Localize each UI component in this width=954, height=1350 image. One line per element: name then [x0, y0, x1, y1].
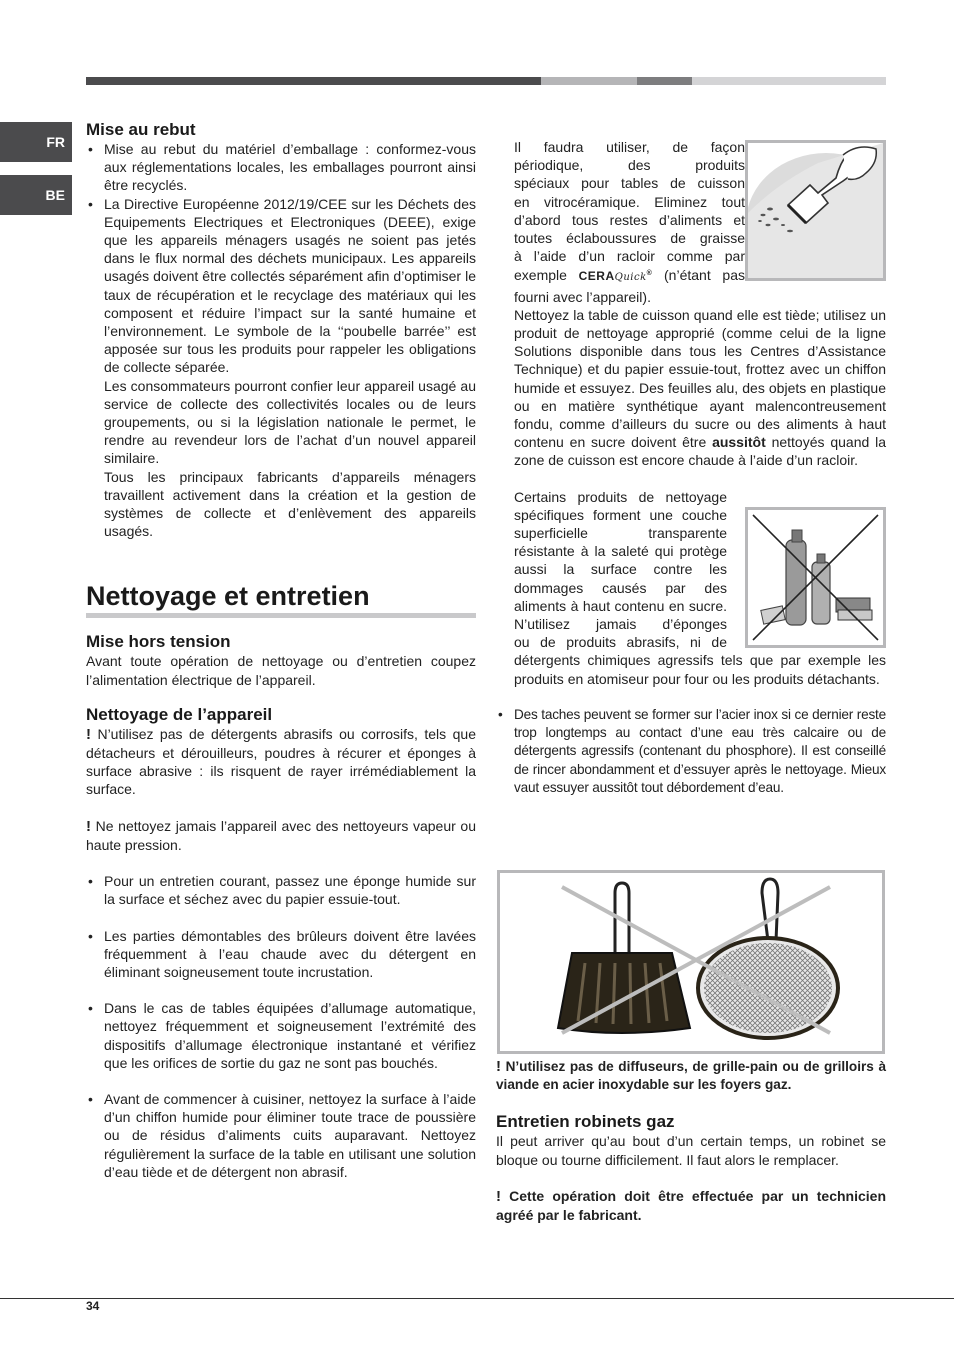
section-title-robinets: Entretien robinets gaz	[496, 1112, 675, 1132]
page-title: Nettoyage et entretien	[86, 581, 370, 612]
header-bar-segment	[541, 77, 637, 85]
bullet-directive: • La Directive Européenne 2012/19/CEE sur les Déchets des Equipements Electriques et Electroniques (DEEE), exige que les appareils ménagers usagés ne soient pas jetés dans le flux normal des déchets municipaux. Les appareils usagés doivent être collectés séparément afin d’optimiser le taux de récupération et le recyclage des matériaux qui les composent et réduire l’impact sur la santé humaine et l’environnement. Le symbole de la ‘‘poubelle barrée’’ est apposée sur tous les produits pour rappeler les obligations de collecte séparée.	[86, 195, 476, 377]
warning-icon: !	[496, 1058, 501, 1075]
language-tab-fr	[0, 122, 72, 162]
header-bar-segment	[637, 77, 692, 85]
text-line: aussi la surface contre les	[514, 561, 727, 578]
racloir-lines	[514, 138, 745, 265]
bullet-emballage: • Mise au rebut du matériel d’emballage : conformez-vous aux réglementations locales, les emballages pourront ainsi être recyclés.	[86, 140, 476, 195]
warning-icon: !	[496, 1187, 501, 1205]
bullet-inox: • Des taches peuvent se former sur l’acier inox si ce dernier reste trop longtemps au contact d’une eau très calcaire ou de détergents agressifs (contenant du phosphore). Il est conseillé de rincer abondamment et d’essuyer après le nettoyage. Mieux vaut essuyer aussitôt tout débordement d’eau.	[496, 706, 886, 797]
warning-technicien	[496, 1187, 886, 1224]
text-line: superficielle transparente	[514, 525, 727, 542]
bullet-bruleurs: • Les parties démontables des brûleurs doivent être lavées fréquemment à l’eau chaude avec du détergent en éliminant soigneusement toute incrustation.	[86, 927, 476, 982]
text-line: N’utilisez jamais d’éponges	[514, 616, 727, 633]
text-line: d’abord tous restes d’aliments et	[514, 211, 745, 228]
paragraph-couche-tail: détergents chimiques agressifs tels que par exemple les produits en atomiseur pour four ou les produits détachants.	[514, 652, 886, 687]
right-lower-column	[496, 1058, 886, 1224]
scraper-illustration	[745, 140, 886, 281]
paragraph-mise-hors-tension: Avant toute opération de nettoyage ou d’entretien coupez l’alimentation électrique de l’appareil.	[86, 653, 476, 688]
paragraph-couche-protectrice	[514, 488, 727, 652]
text-line: Certains produits de nettoyage	[514, 488, 727, 505]
scraper-icon	[748, 143, 883, 278]
paragraph-robinets: Il peut arriver qu’au bout d’un certain temps, un robinet se bloque ou tourne difficilement. Il faut alors le remplacer.	[496, 1133, 886, 1168]
forbidden-grills-illustration	[497, 870, 885, 1054]
footer-rule	[0, 1298, 954, 1299]
header-bar-segment	[692, 77, 886, 85]
bullet-avant-cuisiner: • Avant de commencer à cuisiner, nettoyez la surface à l’aide d’un chiffon humide pour éliminer toute trace de poussière ou de résidus d’aliments cuits auparavant. Nettoyez régulièrement la surface de la table en utilisant une solution d’eau tiède et de détergent non abrasif.	[86, 1090, 476, 1181]
paragraph-fabricants: Tous les principaux fabricants d’appareils ménagers travaillent activement dans la création et la gestion de systèmes de collecte et d’enlèvement des appareils usagés.	[104, 468, 476, 540]
section-title-mise-hors-tension: Mise hors tension	[86, 632, 231, 652]
warning-diffuseurs	[496, 1058, 886, 1094]
forbidden-grills-icon	[500, 873, 882, 1051]
language-label: FR	[46, 133, 65, 150]
page-number: 34	[86, 1299, 100, 1313]
language-label: BE	[45, 186, 65, 203]
cera-logo-word: CERA	[578, 269, 615, 284]
racloir-tail-text: (n’étant pas fourni avec l’appareil).	[514, 267, 745, 305]
section-title-mise-au-rebut: Mise au rebut	[86, 120, 196, 139]
warning-text: N’utilisez pas de détergents abrasifs ou corrosifs, tels que détacheurs et dérouilleurs, poudres à récurer et éponges à surface abrasive : ils risquent de rayer irrémédiablement la surface.	[86, 725, 476, 798]
racloir-tail	[514, 265, 745, 305]
text-line: périodique, des produits	[514, 157, 745, 174]
text-line: toutes éclaboussures de graisse	[514, 230, 745, 247]
left-column	[86, 120, 476, 1181]
forbidden-cleaners-illustration	[745, 507, 886, 648]
section-title-nettoyage-appareil: Nettoyage de l’appareil	[86, 704, 273, 724]
paragraph-consommateurs: Les consommateurs pourront confier leur appareil usagé au service de collecte des collectivités locales ou de leurs groupements, ou si la législation nationale le permet, le rendre au revendeur lors de l’achat d’un nouvel appareil similaire.	[104, 377, 476, 467]
text-line: dommages causés par des	[514, 579, 727, 596]
warning-abrasifs	[86, 725, 476, 799]
warning-icon: !	[86, 725, 91, 743]
header-bar-segment	[86, 77, 541, 85]
text-line: Il faudra utiliser, de façon	[514, 139, 745, 155]
paragraph-racloir	[514, 138, 745, 306]
text: Nettoyez la table de cuisson quand elle est tiède; utilisez un produit de nettoyage approprié (comme celui de la ligne Solutions disponible dans tous les Centres d’Assistance Technique) et du papier essuie-tout, frottez avec un chiffon humide et essuyez. Des feuilles alu, des objets en plastique ou en matière synthétique ayant malencontreusement fondu, comme d’ailleurs du sucre ou des aliments à haut contenu en sucre doivent être	[514, 306, 886, 451]
text: nettoyés quand la zone de cuisson est encore chaude à l’aide d’un racloir.	[514, 434, 886, 469]
text-line: en vitrocéramique. Eliminez tout	[514, 193, 745, 210]
bullet-allumage: • Dans le cas de tables équipées d’allumage automatique, nettoyez fréquemment et soigneusement l’extrémité des dispositifs d’allumage électronique instantané et vérifiez que les orifices de sortie du gaz ne sont pas bouchés.	[86, 999, 476, 1072]
exemple-word: exemple	[514, 267, 567, 284]
warning-icon: !	[86, 817, 91, 835]
bullet-entretien-courant: • Pour un entretien courant, passez une éponge humide sur la surface et séchez avec du papier essuie-tout.	[86, 872, 476, 908]
header-bar	[86, 77, 886, 85]
text-line: aliments à haut contenu en sucre.	[514, 597, 727, 614]
cera-logo-script: Quick	[614, 272, 647, 284]
forbidden-cleaners-icon	[748, 510, 883, 645]
warning-text: Ne nettoyez jamais l’appareil avec des nettoyeurs vapeur ou haute pression.	[86, 817, 476, 853]
couche-lines	[514, 488, 727, 652]
text-line: spéciaux pour tables de cuisson	[514, 175, 745, 192]
warning-text: N’utilisez pas de diffuseurs, de grille-pain ou de grilloirs à viande en acier inoxydable sur les foyers gaz.	[496, 1059, 886, 1093]
text-line: ou de produits abrasifs, ni de	[514, 634, 727, 651]
warning-vapeur	[86, 817, 476, 854]
warning-text: Cette opération doit être effectuée par un technicien agréé par le fabricant.	[496, 1187, 886, 1224]
text-line: résistante à la saleté qui protège	[514, 543, 727, 560]
text-line: à l’aide d’un racloir comme par	[514, 248, 745, 265]
paragraph-nettoyez-table	[514, 306, 886, 470]
cera-quick-logo: CERAQuick®	[578, 269, 653, 284]
text-line: spécifiques forment une couche	[514, 506, 727, 523]
language-tab-be	[0, 175, 72, 215]
emphasis: aussitôt	[712, 434, 766, 451]
